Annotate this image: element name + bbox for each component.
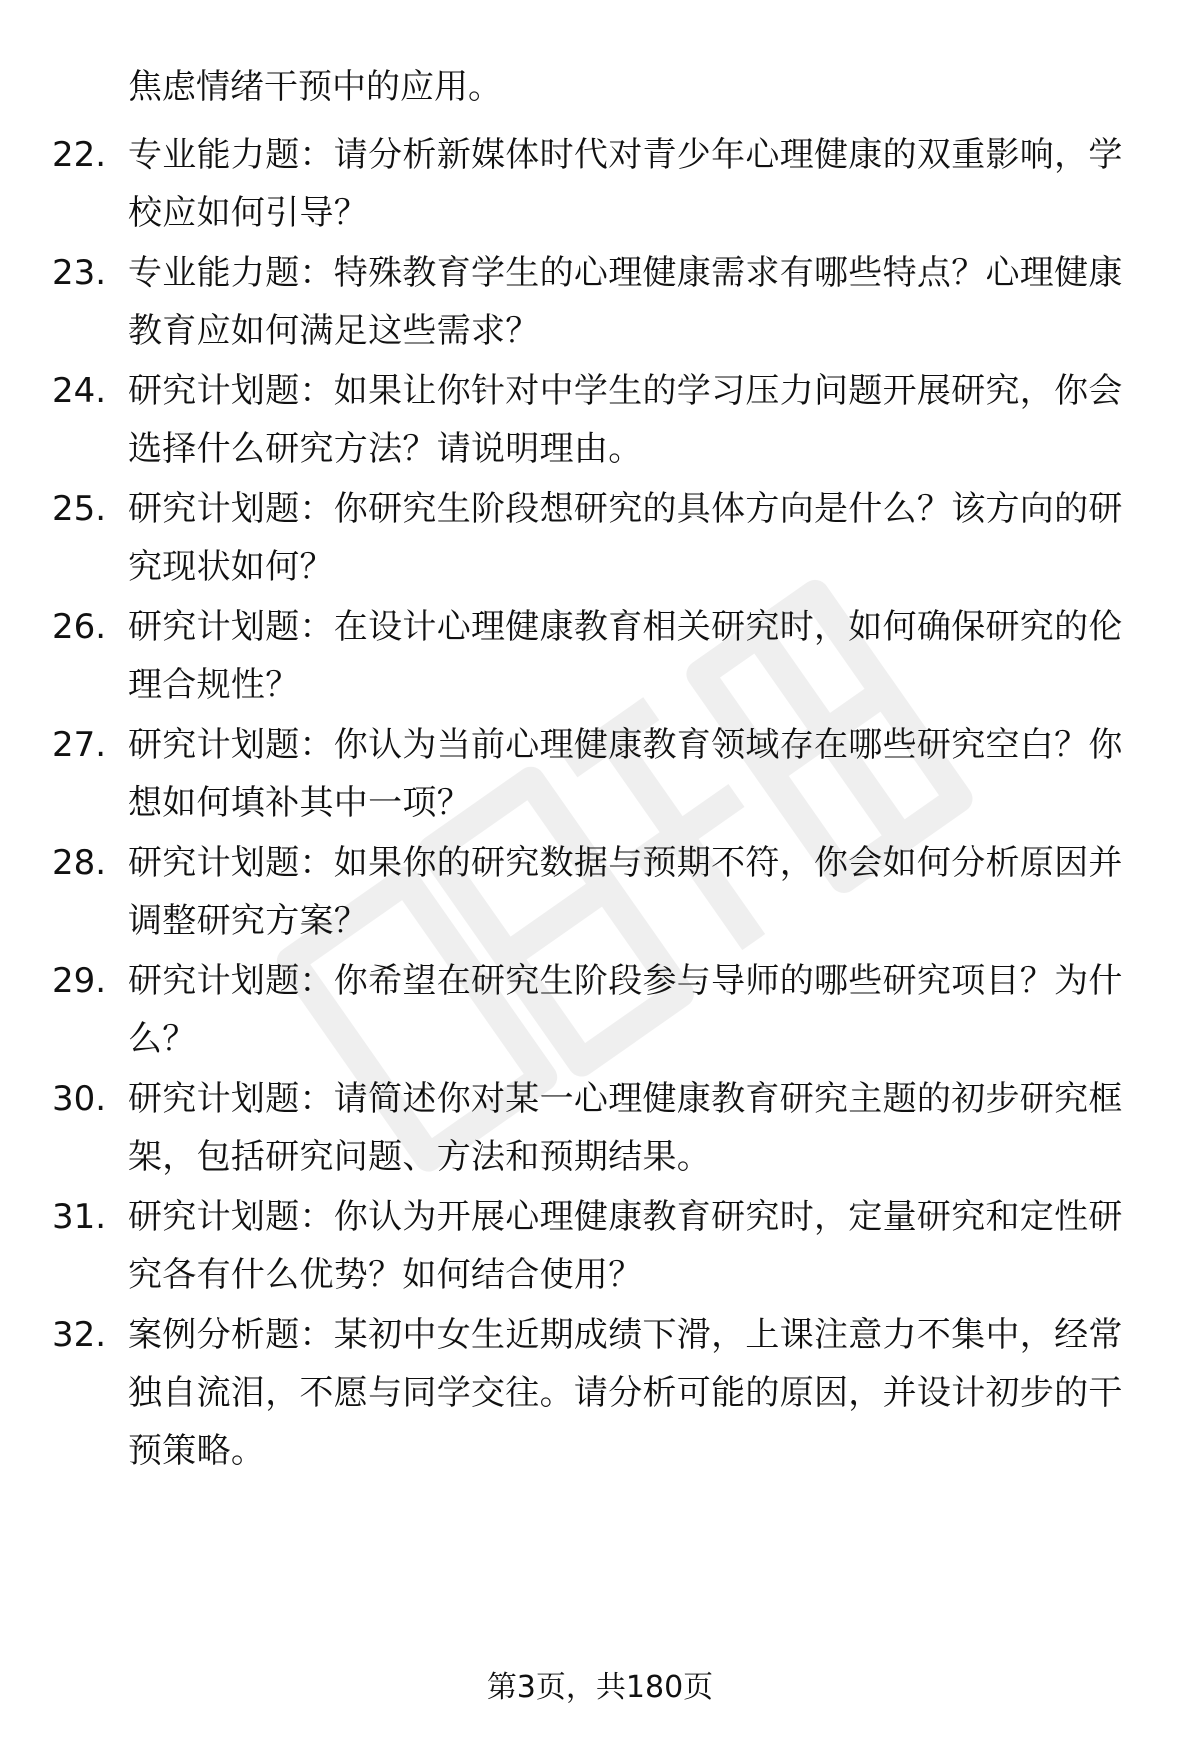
item-number: 22.	[52, 135, 107, 175]
item-text: 研究计划题：你研究生阶段想研究的具体方向是什么？该方向的研究现状如何？	[128, 489, 1123, 587]
item-text: 专业能力题：特殊教育学生的心理健康需求有哪些特点？心理健康教育应如何满足这些需求？	[128, 253, 1123, 351]
item-text: 研究计划题：如果让你针对中学生的学习压力问题开展研究，你会选择什么研究方法？请说明理由。	[128, 371, 1123, 469]
item-text: 研究计划题：请简述你对某一心理健康教育研究主题的初步研究框架，包括研究问题、方法和预期结果。	[128, 1079, 1123, 1177]
item-number: 26.	[52, 607, 107, 647]
item-text: 研究计划题：你希望在研究生阶段参与导师的哪些研究项目？为什么？	[128, 961, 1123, 1059]
item-text: 专业能力题：请分析新媒体时代对青少年心理健康的双重影响，学校应如何引导？	[128, 135, 1123, 233]
item-text: 研究计划题：你认为当前心理健康教育领域存在哪些研究空白？你想如何填补其中一项？	[128, 725, 1123, 823]
item-number: 30.	[52, 1079, 107, 1119]
item-text: 研究计划题：如果你的研究数据与预期不符，你会如何分析原因并调整研究方案？	[128, 843, 1123, 941]
item-number: 25.	[52, 489, 107, 529]
item-number: 23.	[52, 253, 107, 293]
item-number: 24.	[52, 371, 107, 411]
page-footer: 第3页，共180页	[486, 1670, 714, 1705]
item-number: 27.	[52, 725, 107, 765]
item-text: 研究计划题：在设计心理健康教育相关研究时，如何确保研究的伦理合规性？	[128, 607, 1123, 705]
item-text: 案例分析题：某初中女生近期成绩下滑，上课注意力不集中，经常独自流泪，不愿与同学交往。请分析可能的原因，并设计初步的干预策略。	[128, 1315, 1123, 1471]
continuation-text: 焦虑情绪干预中的应用。	[128, 67, 502, 107]
item-number: 31.	[52, 1197, 107, 1237]
item-text: 研究计划题：你认为开展心理健康教育研究时，定量研究和定性研究各有什么优势？如何结合使用？	[128, 1197, 1123, 1295]
item-number: 32.	[52, 1315, 107, 1355]
item-number: 28.	[52, 843, 107, 883]
item-number: 29.	[52, 961, 107, 1001]
